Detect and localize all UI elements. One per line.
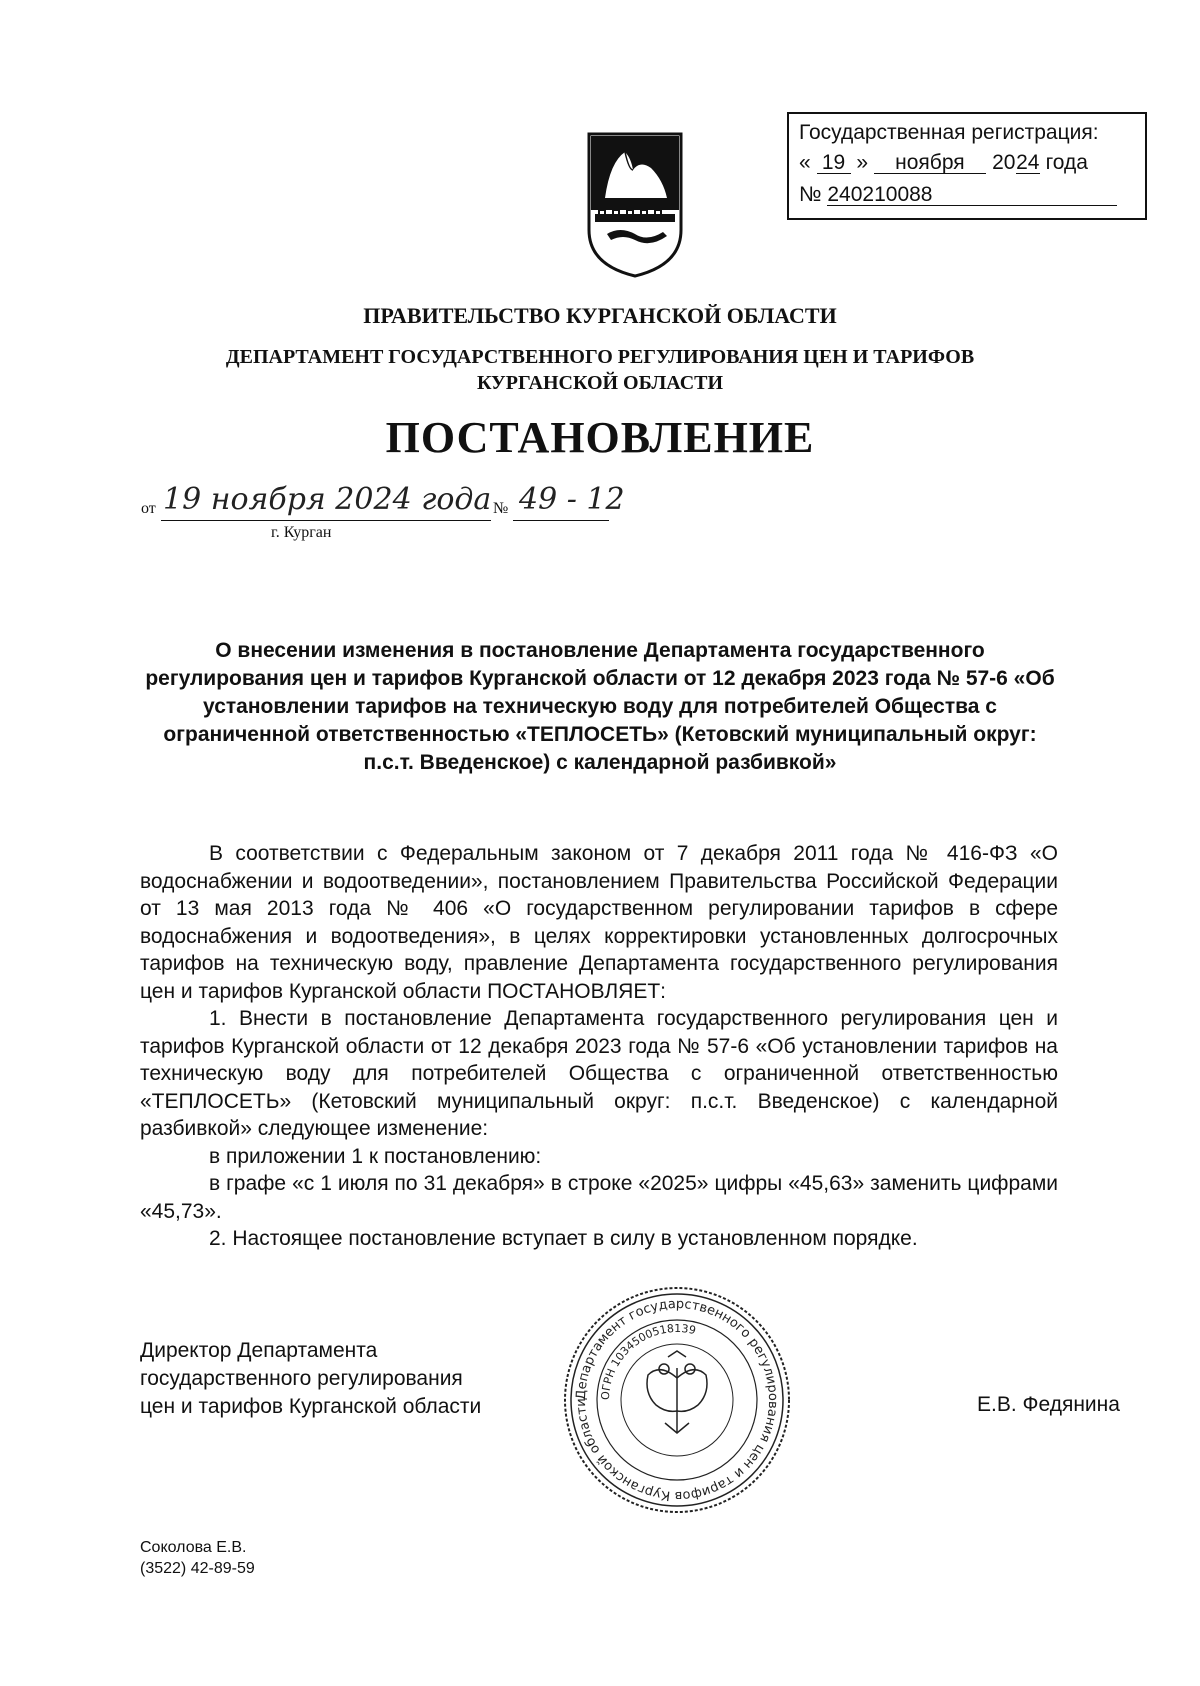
item-2-paragraph: 2. Настоящее постановление вступает в силу в установленном порядке. [209, 1227, 918, 1250]
stamp-outer-text: Департамент государственного регулирования цен и тарифов Курганской области [573, 1296, 781, 1504]
number-underline [513, 520, 609, 521]
registration-year-word: года [1045, 151, 1088, 174]
executor-info [140, 1537, 255, 1579]
handwritten-number: 49 - 12 [519, 482, 625, 517]
item-1-annex-paragraph: в приложении 1 к постановлению: [209, 1144, 542, 1168]
handwritten-date: 19 ноября 2024 года [163, 482, 492, 517]
executor-name: Соколова Е.В. [140, 1539, 247, 1556]
registration-number-prefix: № [799, 183, 822, 206]
item-1-paragraph: 1. Внести в постановление Департамента государственного регулирования цен и тарифов Курганской области от 12 декабря 2023 года № 57-6 «Об установлении тарифов на техническую воду для потребителей Общества с ограниченной ответственностью «ТЕПЛОСЕТЬ» (Кетовский муниципальный округ: п.с.т. Введенское) с календарной разбивкой» следующее изменение: [140, 1007, 1058, 1140]
executor-phone: (3522) 42-89-59 [140, 1560, 255, 1577]
registration-month: ноября [874, 152, 986, 174]
preamble-paragraph: В соответствии с Федеральным законом от 7 декабря 2011 года № 416-ФЗ «О водоснабжении и водоотведении», постановлением Правительства Российской Федерации от 13 мая 2013 года № 406 «О государственном регулировании тарифов в сфере водоснабжения и водоотведения», в целях корректировки установленных долгосрочных тарифов на техническую воду, правление Департамента государственного регулирования цен и тарифов Курганской области ПОСТАНОВЛЯЕТ: [140, 842, 1058, 1003]
registration-year-prefix: 20 [992, 151, 1016, 174]
registration-year-suffix: 24 [1016, 151, 1040, 174]
registration-number-row [799, 184, 1117, 206]
date-number-line [141, 482, 661, 542]
double-headed-eagle-icon [647, 1351, 707, 1433]
document-body [140, 840, 1058, 1253]
date-from-label: от [141, 500, 156, 517]
city-label: г. Курган [271, 524, 332, 541]
date-underline [161, 520, 491, 521]
signer-name: Е.В. Федянина [977, 1393, 1120, 1416]
registration-open-quote: « [799, 151, 811, 174]
department-title-line2: КУРГАНСКОЙ ОБЛАСТИ [476, 372, 724, 394]
registration-close-quote: » [856, 151, 869, 174]
signer-title-line3: цен и тарифов Курганской области [140, 1395, 482, 1418]
registration-date [799, 152, 1088, 174]
item-1-change-paragraph: в графе «с 1 июля по 31 декабря» в строке «2025» цифры «45,63» заменить цифрами «45,73». [140, 1172, 1058, 1223]
signer-title [140, 1337, 481, 1421]
coat-of-arms-icon [585, 130, 685, 280]
document-subject: О внесении изменения в постановление Департамента государственного регулирования цен и тарифов Курганской области от 12 декабря 2023 года № 57-6 «Об установлении тарифов на техническую воду для потребителей Общества с ограниченной ответственностью «ТЕПЛОСЕТЬ» (Кетовский муниципальный округ: п.с.т. Введенское) с календарной разбивкой» [145, 639, 1055, 774]
government-title: ПРАВИТЕЛЬСТВО КУРГАНСКОЙ ОБЛАСТИ [363, 303, 837, 328]
signer-title-line1: Директор Департамента [140, 1339, 378, 1362]
registration-label: Государственная регистрация: [799, 121, 1099, 144]
registration-number: 240210088 [827, 184, 1117, 206]
stamp-ogrn-text: ОГРН 1034500518139 [598, 1321, 698, 1401]
official-seal-stamp [560, 1283, 794, 1517]
registration-box [787, 112, 1147, 220]
document-type-title: ПОСТАНОВЛЕНИЕ [385, 413, 815, 462]
signer-title-line2: государственного регулирования [140, 1367, 463, 1390]
department-title-line1: ДЕПАРТАМЕНТ ГОСУДАРСТВЕННОГО РЕГУЛИРОВАНИЯ ЦЕН И ТАРИФОВ [225, 346, 975, 368]
registration-day: 19 [817, 152, 851, 174]
number-label: № [493, 500, 509, 517]
